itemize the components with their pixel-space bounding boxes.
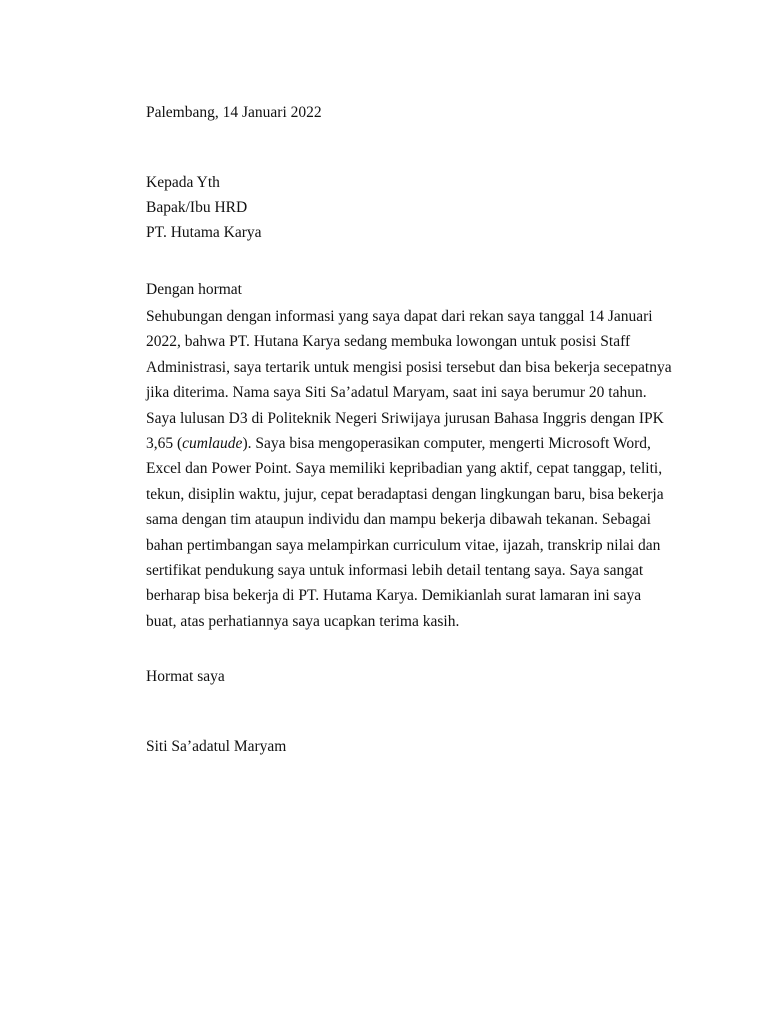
recipient-line-2: Bapak/Ibu HRD [146,199,248,216]
letter-body [146,304,672,634]
body-line: Saya lulusan D3 di Politeknik Negeri Sriwijaya jurusan Bahasa Inggris dengan IPK [146,409,664,427]
recipient-line-1: Kepada Yth [146,174,220,191]
body-line: 2022, bahwa PT. Hutana Karya sedang membuka lowongan untuk posisi Staff [146,333,631,351]
body-line: bahan pertimbangan saya melampirkan curriculum vitae, ijazah, transkrip nilai dan [146,536,661,554]
body-line: jika diterima. Nama saya Siti Sa’adatul Maryam, saat ini saya berumur 20 tahun. [146,384,647,402]
closing: Hormat saya [146,668,225,685]
recipient-line-3: PT. Hutama Karya [146,224,262,241]
salutation: Dengan hormat [146,281,242,298]
body-line: berharap bisa bekerja di PT. Hutama Karya. Demikianlah surat lamaran ini saya [146,587,642,605]
body-line: sama dengan tim ataupun individu dan mampu bekerja dibawah tekanan. Sebagai [146,511,651,529]
signature-name: Siti Sa’adatul Maryam [146,738,287,755]
body-text-italic: cumlaude [182,435,243,453]
body-line: Excel dan Power Point. Saya memiliki kepribadian yang aktif, cepat tanggap, teliti, [146,460,663,478]
body-line: buat, atas perhatiannya saya ucapkan terima kasih. [146,612,460,630]
body-line: tekun, disiplin waktu, jujur, cepat beradaptasi dengan lingkungan baru, bisa bekerja [146,485,664,503]
body-line [146,431,666,456]
body-text-fragment: ). Saya bisa mengoperasikan computer, mengerti Microsoft Word, [242,435,651,453]
body-line: sertifikat pendukung saya untuk informasi lebih detail tentang saya. Saya sangat [146,562,644,580]
body-line: Administrasi, saya tertarik untuk mengisi posisi tersebut dan bisa bekerja secepatnya [146,358,672,376]
body-line: Sehubungan dengan informasi yang saya dapat dari rekan saya tanggal 14 Januari [146,308,653,325]
body-text-fragment: 3,65 ( [146,435,183,453]
place-date: Palembang, 14 Januari 2022 [146,104,322,121]
